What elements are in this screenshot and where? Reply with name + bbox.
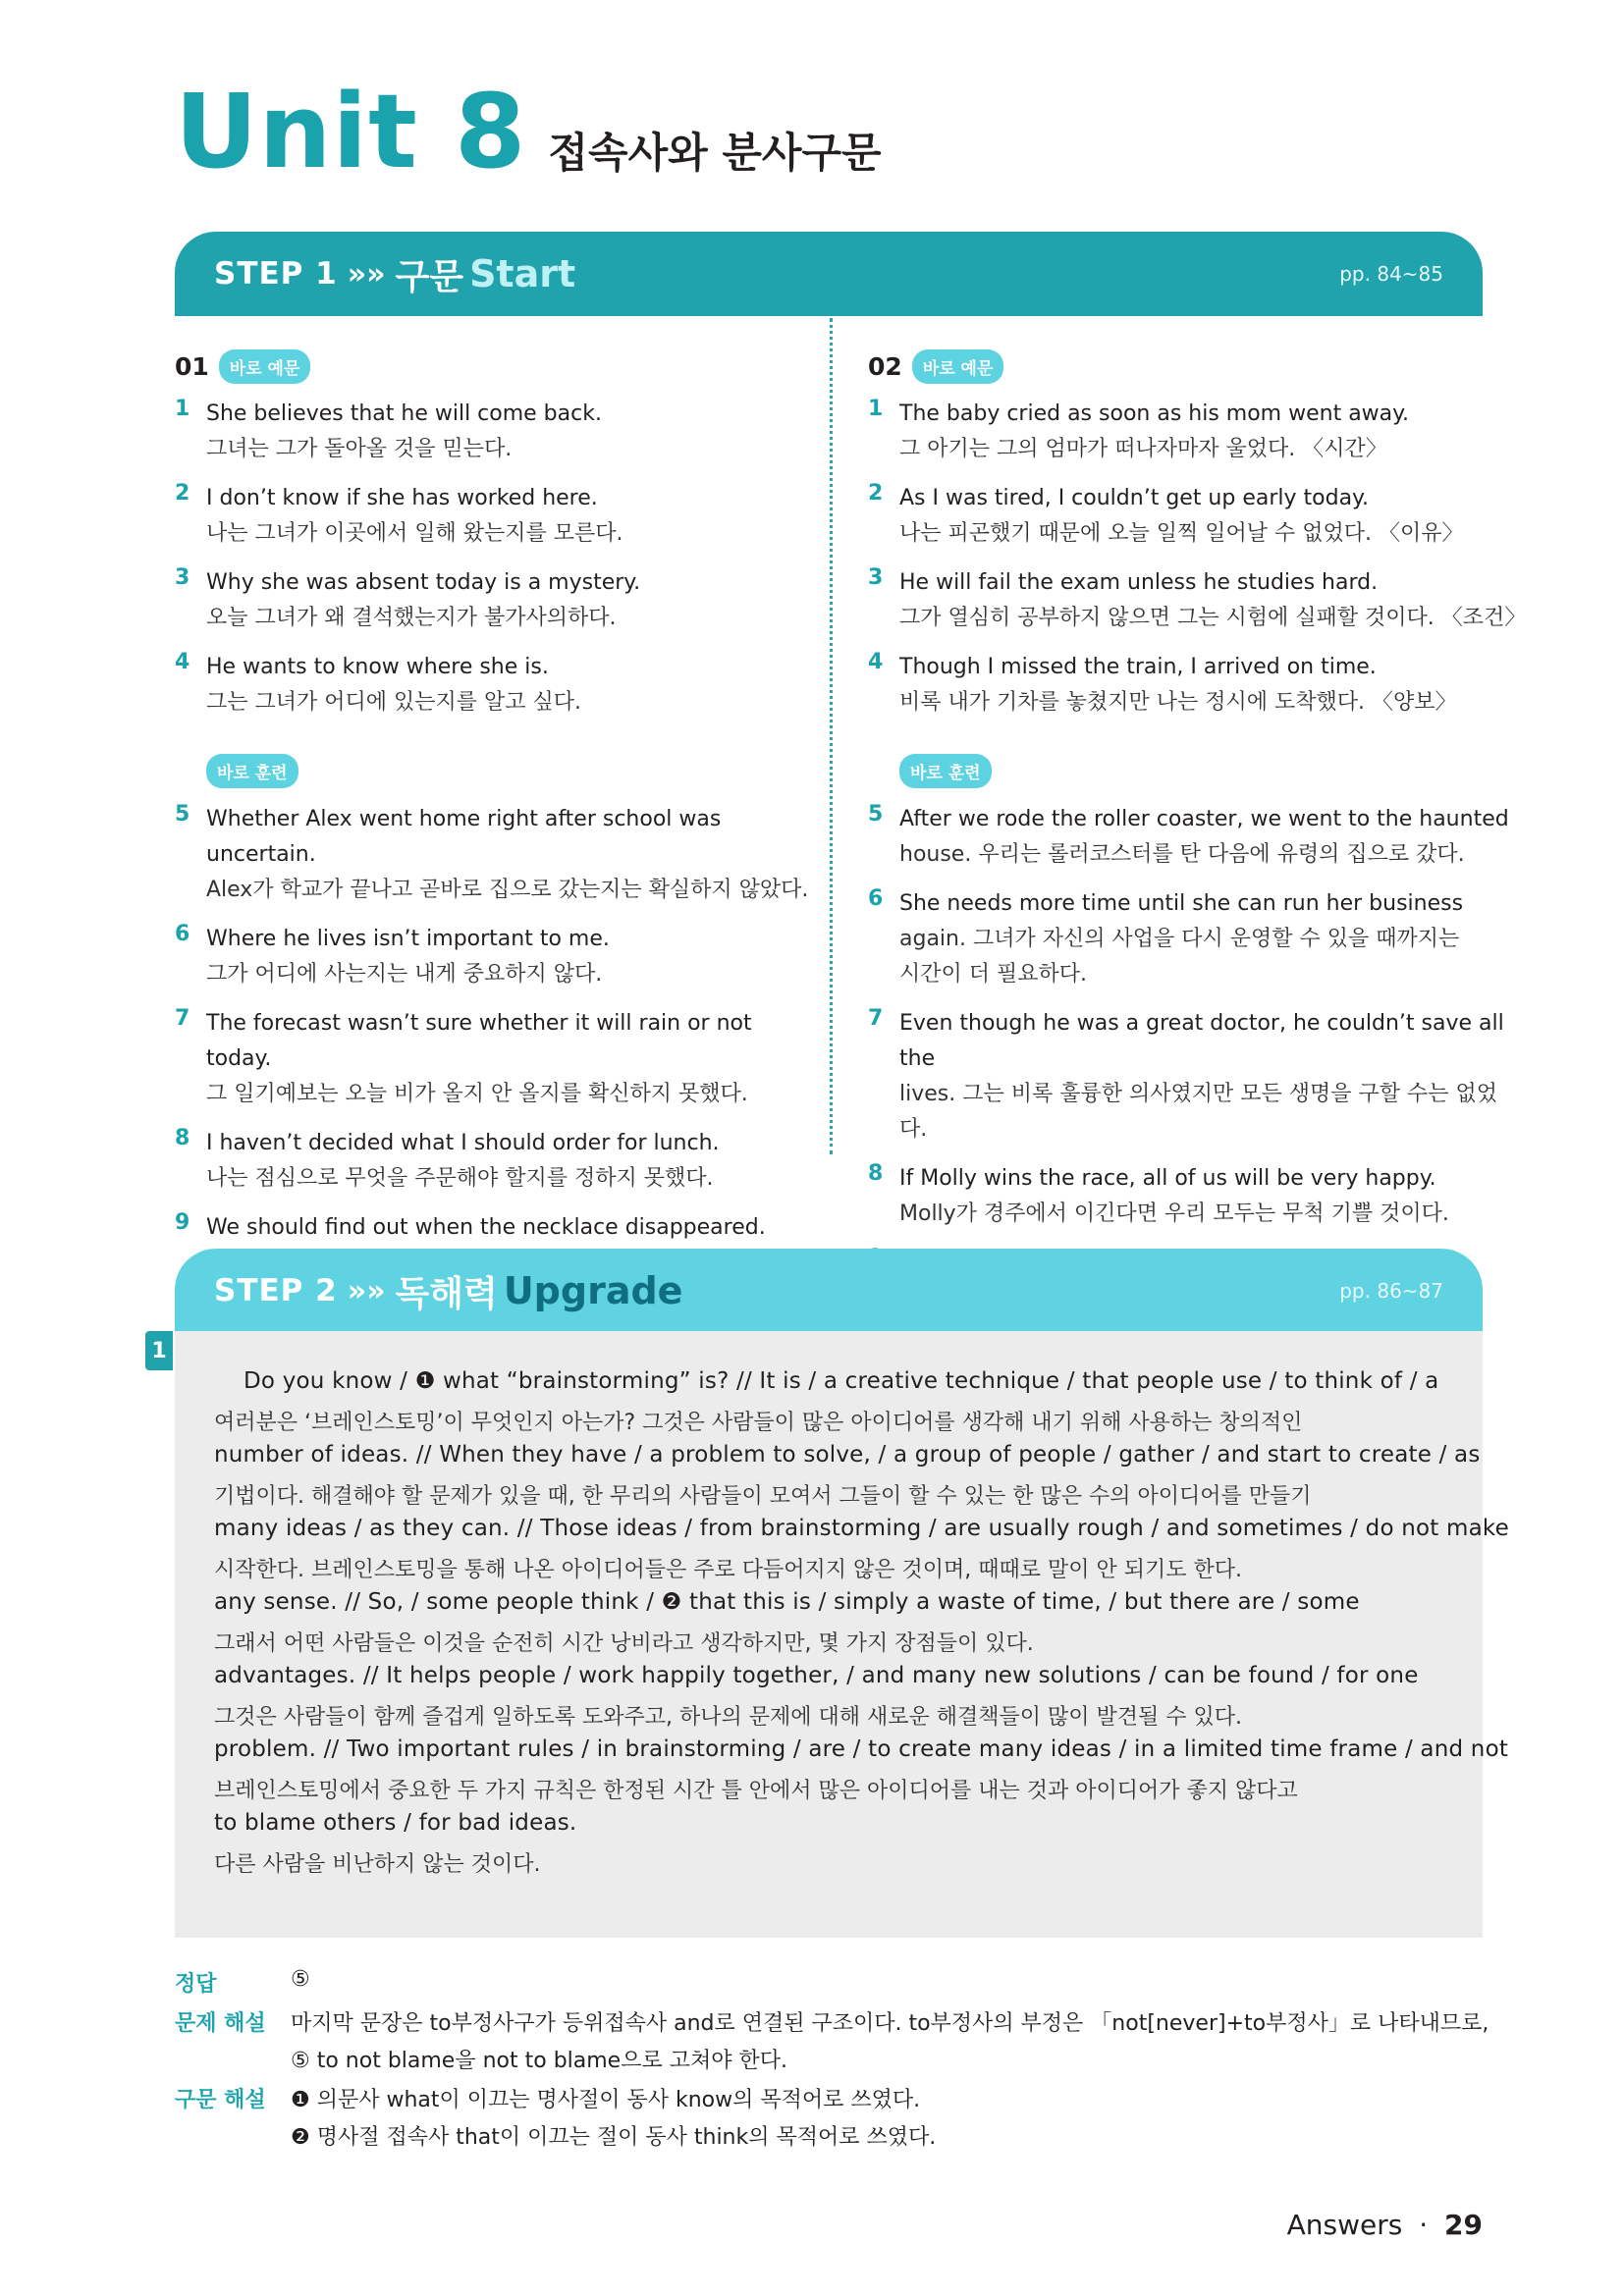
item-number: 6 [175,922,190,946]
sentence-item [868,1161,1516,1232]
english-sentence: He wants to know where she is. [206,655,549,679]
sentence-item [175,481,823,552]
korean-translation: 나는 점심으로 무엇을 주문해야 할지를 정하지 못했다. [206,1166,714,1191]
answer-value: ⑤ [291,1967,310,1992]
step2-label: STEP 2 [214,1273,338,1308]
sentence-item [868,802,1516,873]
item-number: 2 [868,481,884,506]
item-number: 3 [868,565,884,590]
step1-left-column [175,349,823,1281]
step1-header [175,232,1483,316]
syntax-line-2: ❷ 명사절 접속사 that이 이끄는 절이 동사 think의 목적어로 쓰였다. [291,2125,937,2150]
english-sentence: After we rode the roller coaster, we went to the haunted [899,807,1509,831]
passage-english-line: any sense. // So, / some people think / ❷ that this is / simply a waste of time, / but there are / some [214,1589,1360,1615]
item-number: 5 [175,802,190,827]
step1-right-column [868,349,1527,1316]
english-sentence: Even though he was a great doctor, he couldn’t save all the [899,1011,1504,1071]
answer-label: 정답 [175,1972,217,1997]
unit-subtitle: 접속사와 분사구문 [548,129,882,177]
passage-english-line: problem. // Two important rules / in brainstorming / are / to create many ideas / in a limited time frame / and not [214,1736,1509,1762]
item-number: 4 [175,650,190,674]
passage-korean-line: 다른 사람을 비난하지 않는 것이다. [214,1851,541,1877]
sentence-item [175,397,823,467]
english-sentence: We should find out when the necklace disappeared. [206,1215,766,1240]
korean-translation: 그 아기는 그의 엄마가 떠나자마자 울었다. 〈시간〉 [899,437,1387,461]
english-sentence: As I was tired, I couldn’t get up early today. [899,486,1369,510]
step2-pages: pp. 86~87 [1339,1279,1443,1303]
explanation-label: 문제 해설 [175,2011,266,2036]
item-number: 8 [175,1126,190,1150]
section-number: 02 [868,351,902,381]
sentence-item [868,1006,1516,1148]
item-number: 4 [868,650,884,674]
footer-dot: · [1419,2209,1429,2241]
sentence-item [868,886,1516,992]
korean-translation: 그가 열심히 공부하지 않으면 그는 시험에 실패할 것이다. 〈조건〉 [899,606,1527,630]
practice-tag: 바로 훈련 [206,754,298,788]
step2-title-ko: 독해력 [395,1273,498,1314]
sentence-item [175,1006,823,1112]
korean-translation: 그녀는 그가 돌아올 것을 믿는다. [206,437,513,461]
question-number-badge: 1 [145,1331,173,1370]
korean-translation: 그 일기예보는 오늘 비가 올지 안 올지를 확신하지 못했다. [206,1082,748,1106]
passage-english-line: Do you know / ❶ what “brainstorming” is? // It is / a creative technique / that people use / to think of / a [244,1368,1439,1394]
korean-translation-cont: 시간이 더 필요하다. [899,962,1087,987]
english-sentence: She needs more time until she can run her business [899,891,1464,916]
double-chevron-icon: »» [347,256,386,292]
korean-translation: lives. 그는 비록 훌륭한 의사였지만 모든 생명을 구할 수는 없었다. [899,1082,1497,1142]
explanation-line-2: ⑤ to not blame을 not to blame으로 고쳐야 한다. [291,2049,787,2073]
step1-label: STEP 1 [214,256,338,292]
item-number: 5 [868,802,884,827]
column-divider [830,318,833,1154]
page-number: 29 [1444,2209,1483,2241]
syntax-label: 구문 해설 [175,2088,266,2112]
english-sentence: If Molly wins the race, all of us will be very happy. [899,1166,1436,1191]
passage-korean-line: 기법이다. 해결해야 할 문제가 있을 때, 한 무리의 사람들이 모여서 그들이 할 수 있는 한 많은 수의 아이디어를 만들기 [214,1483,1312,1509]
sentence-item [868,481,1516,552]
item-number: 2 [175,481,190,506]
example-tag: 바로 예문 [219,349,311,384]
step2-header [175,1249,1483,1333]
korean-translation: 비록 내가 기차를 놓쳤지만 나는 정시에 도착했다. 〈양보〉 [899,690,1457,715]
english-sentence: Why she was absent today is a mystery. [206,570,641,595]
korean-translation: 나는 피곤했기 때문에 오늘 일찍 일어날 수 없었다. 〈이유〉 [899,521,1464,546]
item-number: 1 [868,397,884,421]
korean-translation: Molly가 경주에서 이긴다면 우리 모두는 무척 기쁠 것이다. [899,1201,1449,1226]
sentence-item [175,1126,823,1197]
passage-english-line: number of ideas. // When they have / a problem to solve, / a group of people / gather / and start to create / as [214,1442,1481,1468]
item-number: 6 [868,886,884,911]
sentence-item [175,565,823,636]
english-sentence: The baby cried as soon as his mom went away. [899,401,1410,426]
korean-translation: 나는 그녀가 이곳에서 일해 왔는지를 모른다. [206,521,623,546]
item-number: 9 [175,1210,190,1235]
page-footer [1287,2209,1483,2241]
korean-translation: house. 우리는 롤러코스터를 탄 다음에 유령의 집으로 갔다. [899,842,1465,867]
korean-translation: again. 그녀가 자신의 사업을 다시 운영할 수 있을 때까지는 [899,927,1460,951]
practice-tag: 바로 훈련 [899,754,992,788]
item-number: 7 [868,1006,884,1031]
example-tag: 바로 예문 [912,349,1004,384]
english-sentence: I haven’t decided what I should order for lunch. [206,1131,720,1155]
sentence-item [175,922,823,992]
passage-english-line: advantages. // It helps people / work happily together, / and many new solutions / can be found / for one [214,1663,1419,1688]
sentence-item [175,802,823,908]
passage-korean-line: 여러분은 ‘브레인스토밍’이 무엇인지 아는가? 그것은 사람들이 많은 아이디어를 생각해 내기 위해 사용하는 창의적인 [214,1410,1303,1435]
item-number: 3 [175,565,190,590]
step1-title-ko: 구문 [395,256,464,297]
english-sentence: Where he lives isn’t important to me. [206,927,610,951]
passage-english-line: to blame others / for bad ideas. [214,1810,577,1836]
passage-english-line: many ideas / as they can. // Those ideas / from brainstorming / are usually rough / and sometimes / do not make [214,1516,1509,1541]
syntax-line-1: ❶ 의문사 what이 이끄는 명사절이 동사 know의 목적어로 쓰였다. [291,2088,921,2112]
explanation-line-1: 마지막 문장은 to부정사구가 등위접속사 and로 연결된 구조이다. to부정사의 부정은 「not[never]+to부정사」로 나타내므로, [291,2011,1489,2036]
item-number: 7 [175,1006,190,1031]
korean-translation: 그가 어디에 사는지는 내게 중요하지 않다. [206,962,603,987]
english-sentence: Whether Alex went home right after school was uncertain. [206,807,722,867]
unit-title [175,72,882,191]
english-sentence: I don’t know if she has worked here. [206,486,598,510]
sentence-item [868,650,1516,721]
sentence-item [175,650,823,721]
item-number: 8 [868,1161,884,1186]
english-sentence: She believes that he will come back. [206,401,602,426]
korean-translation: Alex가 학교가 끝나고 곧바로 집으로 갔는지는 확실하지 않았다. [206,878,809,902]
passage-korean-line: 그것은 사람들이 함께 즐겁게 일하도록 도와주고, 하나의 문제에 대해 새로운 해결책들이 많이 발견될 수 있다. [214,1704,1242,1730]
korean-translation: 오늘 그녀가 왜 결석했는지가 불가사의하다. [206,606,617,630]
item-number: 1 [175,397,190,421]
korean-translation: 그는 그녀가 어디에 있는지를 알고 싶다. [206,690,581,715]
english-sentence: He will fail the exam unless he studies hard. [899,570,1379,595]
sentence-item [868,397,1516,467]
sentence-item [868,565,1527,636]
step1-pages: pp. 84~85 [1339,262,1443,286]
step1-title-en: Start [469,252,576,295]
footer-label: Answers [1286,2209,1403,2241]
passage-korean-line: 브레인스토밍에서 중요한 두 가지 규칙은 한정된 시간 틀 안에서 많은 아이디어를 내는 것과 아이디어가 좋지 않다고 [214,1778,1298,1803]
reading-passage [175,1331,1509,1938]
english-sentence: The forecast wasn’t sure whether it will rain or not today. [206,1011,752,1071]
passage-korean-line: 그래서 어떤 사람들은 이것을 순전히 시간 낭비라고 생각하지만, 몇 가지 장점들이 있다. [214,1630,1034,1656]
passage-korean-line: 시작한다. 브레인스토밍을 통해 나온 아이디어들은 주로 다듬어지지 않은 것이며, 때때로 말이 안 되기도 한다. [214,1557,1242,1582]
double-chevron-icon: »» [347,1273,386,1308]
section-number: 01 [175,351,209,381]
step2-title-en: Upgrade [503,1269,683,1312]
unit-number: Unit 8 [175,72,527,191]
english-sentence: Though I missed the train, I arrived on time. [899,655,1377,679]
